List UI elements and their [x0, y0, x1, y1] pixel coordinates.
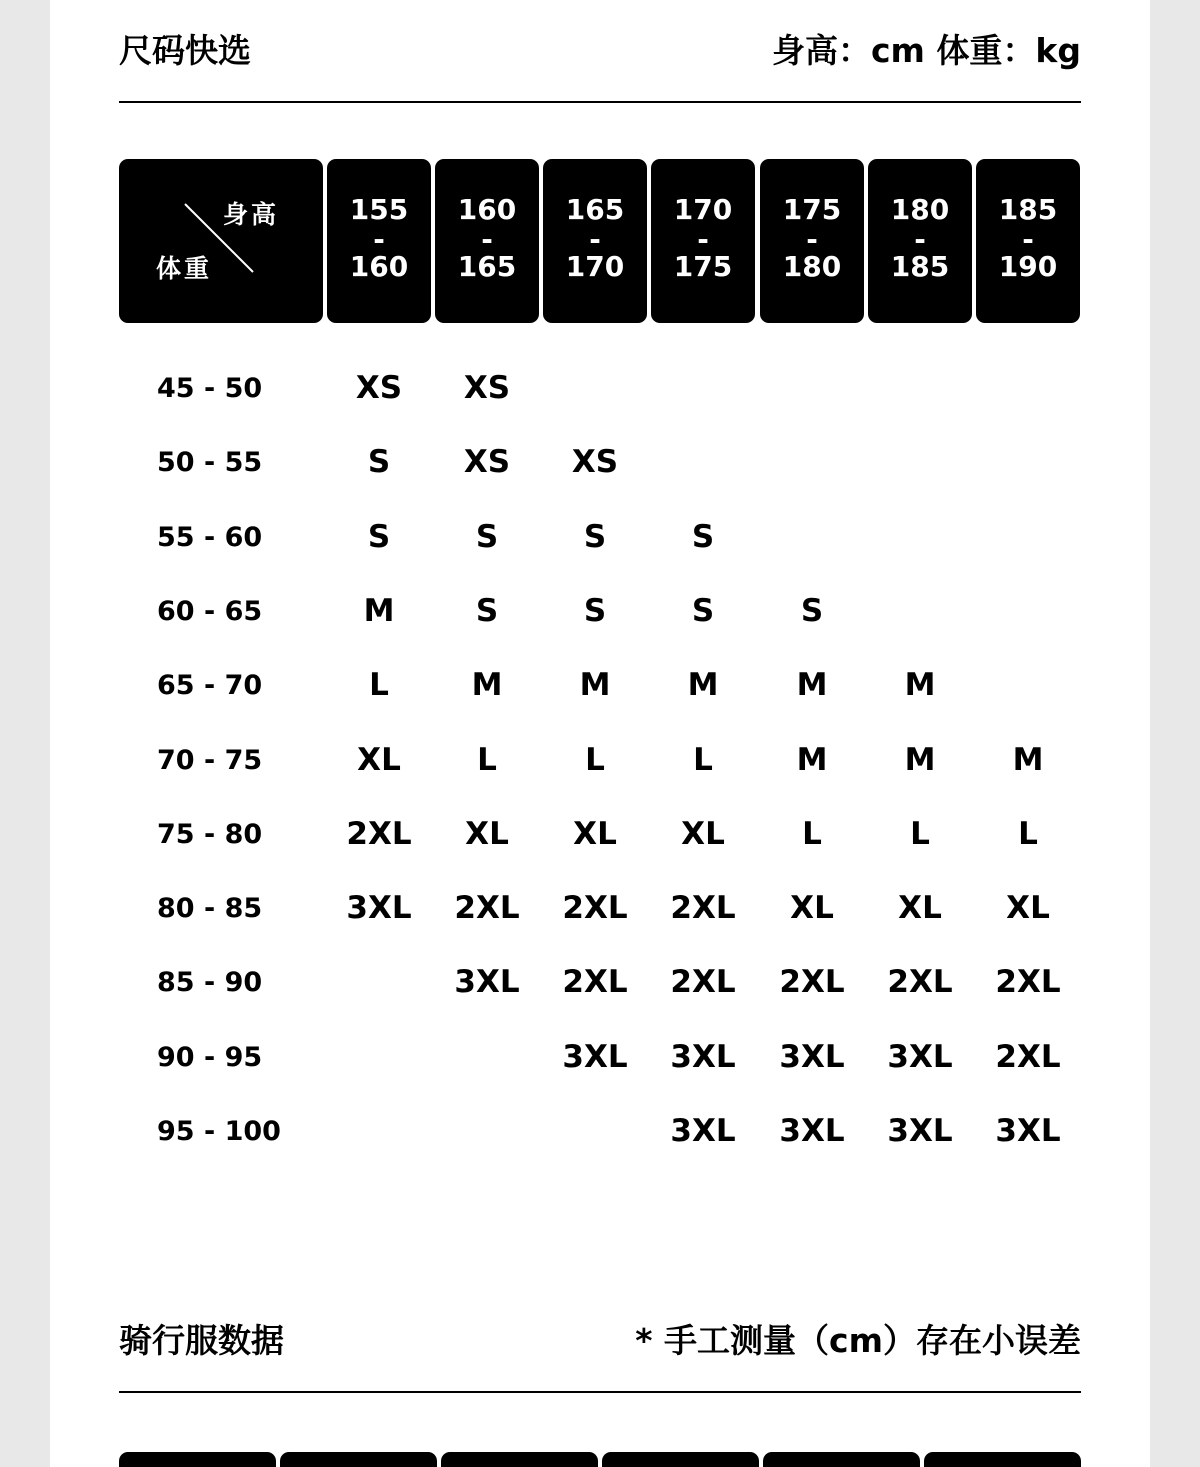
corner-header-cell	[119, 159, 323, 323]
jersey-table-header-cell	[441, 1452, 598, 1467]
size-cell: L	[585, 741, 605, 778]
jersey-table-header-cell	[763, 1452, 920, 1467]
size-cell: 2XL	[562, 890, 628, 927]
size-cell: S	[583, 518, 607, 555]
size-cell: XS	[463, 444, 511, 481]
size-quick-select-title: 尺码快选	[119, 31, 251, 70]
height-from: 170	[673, 193, 733, 226]
height-separator: -	[481, 223, 493, 256]
size-cell: M	[579, 667, 611, 704]
size-cell: 2XL	[454, 890, 520, 927]
size-cell: 2XL	[995, 1038, 1061, 1075]
height-from: 185	[998, 193, 1058, 226]
height-column-header	[543, 159, 647, 323]
height-separator: -	[373, 223, 385, 256]
size-cell: 3XL	[779, 1113, 845, 1149]
size-cell: S	[367, 518, 391, 555]
size-cell: 2XL	[995, 964, 1061, 1001]
size-cell: L	[1018, 815, 1038, 852]
weight-range-label: 65 - 70	[157, 670, 263, 702]
size-cell: S	[583, 592, 607, 629]
size-cell: XL	[465, 815, 509, 852]
size-cell: M	[904, 667, 936, 704]
size-cell: XL	[681, 815, 725, 852]
size-cell: 2XL	[346, 815, 412, 852]
jersey-table-header-cell	[280, 1452, 437, 1467]
height-column-header	[435, 159, 539, 323]
size-cell: M	[1012, 741, 1044, 778]
size-cell: XL	[898, 890, 942, 927]
size-cell: XS	[571, 444, 619, 481]
size-cell: S	[475, 518, 499, 555]
height-to: 160	[349, 250, 409, 283]
size-cell: L	[910, 815, 930, 852]
jersey-table-header-cell	[119, 1452, 276, 1467]
height-separator: -	[1022, 223, 1034, 256]
height-to: 180	[782, 250, 842, 283]
weight-range-label: 75 - 80	[157, 818, 263, 850]
height-from: 180	[890, 193, 950, 226]
divider	[119, 101, 1081, 103]
size-cell: 3XL	[346, 890, 412, 927]
size-cell: XS	[463, 370, 511, 406]
size-cell: 3XL	[670, 1038, 736, 1075]
height-from: 165	[565, 193, 625, 226]
size-cell: L	[477, 741, 497, 778]
size-cell: M	[796, 667, 828, 704]
height-to: 190	[998, 250, 1058, 283]
size-cell: 2XL	[670, 890, 736, 927]
size-guide-page	[50, 0, 1150, 1467]
size-cell: 3XL	[995, 1113, 1061, 1149]
size-cell: 2XL	[779, 964, 845, 1001]
size-cell: 3XL	[887, 1038, 953, 1075]
size-cell: XL	[357, 741, 401, 778]
measurement-note: * 手工测量（cm）存在小误差	[635, 1321, 1081, 1360]
height-separator: -	[697, 223, 709, 256]
height-to: 185	[890, 250, 950, 283]
height-from: 155	[349, 193, 409, 226]
size-cell: 3XL	[670, 1113, 736, 1149]
size-cell: 2XL	[670, 964, 736, 1001]
weight-range-label: 70 - 75	[157, 744, 263, 776]
weight-range-label: 95 - 100	[157, 1116, 281, 1147]
size-cell: XL	[1006, 890, 1050, 927]
weight-range-label: 90 - 95	[157, 1041, 263, 1073]
size-cell: 3XL	[454, 964, 520, 1001]
size-cell: XL	[790, 890, 834, 927]
size-cell: S	[691, 592, 715, 629]
size-cell: M	[363, 592, 395, 629]
jersey-table-header-cell	[602, 1452, 759, 1467]
height-separator: -	[806, 223, 818, 256]
height-axis-label: 身高	[223, 200, 280, 229]
height-from: 160	[457, 193, 517, 226]
size-cell: 3XL	[562, 1038, 628, 1075]
weight-range-label: 80 - 85	[157, 893, 263, 925]
size-cell: M	[687, 667, 719, 704]
weight-axis-label: 体重	[156, 254, 213, 283]
size-cell: S	[800, 592, 824, 629]
size-cell: 3XL	[779, 1038, 845, 1075]
size-cell: XL	[573, 815, 617, 852]
weight-range-label: 45 - 50	[157, 373, 263, 404]
height-separator: -	[589, 223, 601, 256]
size-cell: M	[904, 741, 936, 778]
size-cell: L	[369, 667, 389, 704]
height-separator: -	[914, 223, 926, 256]
size-cell: M	[471, 667, 503, 704]
weight-range-label: 50 - 55	[157, 447, 263, 479]
size-cell: 2XL	[562, 964, 628, 1001]
height-to: 175	[673, 250, 733, 283]
height-column-header	[327, 159, 431, 323]
diagonal-divider	[119, 159, 323, 323]
height-column-header	[868, 159, 972, 323]
size-cell: S	[475, 592, 499, 629]
size-cell: M	[796, 741, 828, 778]
size-cell: 2XL	[887, 964, 953, 1001]
size-cell: L	[693, 741, 713, 778]
weight-range-label: 85 - 90	[157, 967, 263, 999]
size-cell: L	[802, 815, 822, 852]
table-header-row	[119, 159, 1081, 324]
weight-range-label: 60 - 65	[157, 595, 263, 627]
size-cell: S	[367, 444, 391, 481]
units-note: 身高：cm 体重：kg	[771, 31, 1081, 70]
weight-range-label: 55 - 60	[157, 521, 263, 553]
height-to: 165	[457, 250, 517, 283]
divider	[119, 1391, 1081, 1393]
jersey-data-title: 骑行服数据	[119, 1321, 284, 1360]
height-to: 170	[565, 250, 625, 283]
size-cell: 3XL	[887, 1113, 953, 1149]
size-cell: S	[691, 518, 715, 555]
jersey-table-header-cell	[924, 1452, 1081, 1467]
height-from: 175	[782, 193, 842, 226]
size-cell: XS	[355, 370, 403, 406]
height-column-header	[760, 159, 864, 323]
height-column-header	[651, 159, 755, 323]
height-column-header	[976, 159, 1080, 323]
